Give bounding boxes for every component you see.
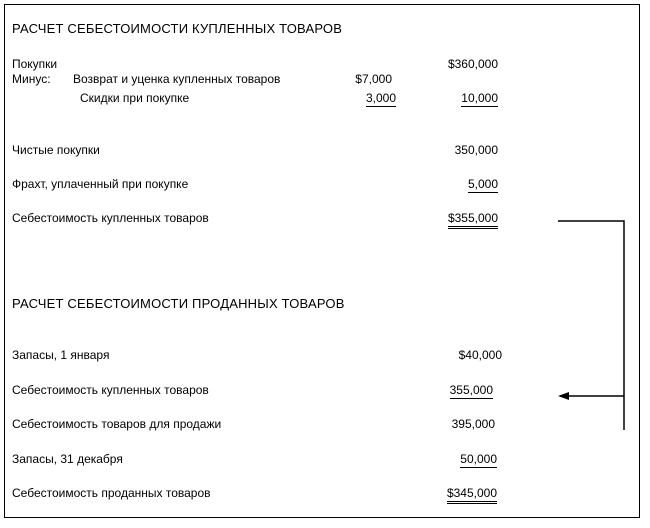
cost-purchased-value: $355,000 [448, 211, 498, 229]
inventory-jan-value: $40,000 [458, 348, 502, 362]
purchased-cost-label: Себестоимость купленных товаров [12, 383, 209, 397]
section1-title: РАСЧЕТ СЕБЕСТОИМОСТИ КУПЛЕННЫХ ТОВАРОВ [12, 21, 343, 36]
minus-label: Минус: [12, 72, 51, 86]
inventory-dec-value: 50,000 [460, 452, 497, 466]
purchases-label: Покупки [12, 57, 58, 71]
available-value: 395,000 [451, 417, 495, 431]
net-purchases-label: Чистые покупки [12, 143, 100, 157]
cost-sold-label: Себестоимость проданных товаров [12, 486, 211, 500]
freight-value: 5,000 [467, 177, 498, 191]
inventory-dec-label: Запасы, 31 декабря [12, 452, 123, 466]
inventory-jan-label: Запасы, 1 января [12, 348, 110, 362]
discounts-value: 3,000 [365, 91, 396, 105]
freight-label: Фрахт, уплаченный при покупке [12, 177, 189, 191]
cost-sold-value: $345,000 [447, 486, 497, 504]
returns-value: $7,000 [355, 72, 392, 86]
discounts-label: Скидки при покупке [80, 91, 190, 105]
returns-label: Возврат и уценка купленных товаров [73, 72, 281, 86]
deductions-total: 10,000 [461, 91, 498, 105]
available-label: Себестоимость товаров для продажи [12, 417, 222, 431]
purchased-cost-value: 355,000 [449, 383, 493, 397]
section2-title: РАСЧЕТ СЕБЕСТОИМОСТИ ПРОДАННЫХ ТОВАРОВ [12, 296, 345, 311]
net-purchases-value: 350,000 [454, 143, 498, 157]
purchases-value: $360,000 [447, 57, 498, 71]
cost-purchased-label: Себестоимость купленных товаров [12, 211, 209, 225]
